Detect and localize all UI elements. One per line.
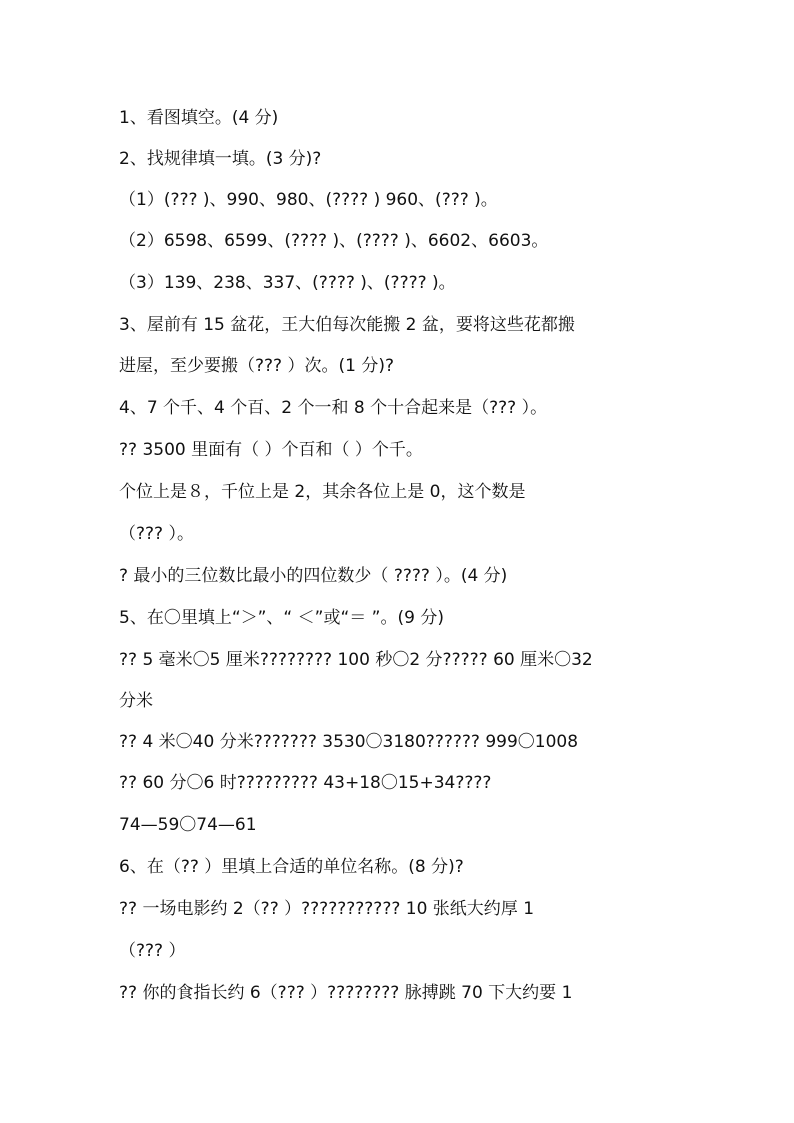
text-line-4: （2）6598、6599、(???? )、(???? )、6602、6603。	[119, 231, 549, 251]
text-line-2: 2、找规律填一填。(3 分)?	[119, 149, 322, 169]
text-line-9: ?? 3500 里面有（ ）个百和（ ）个千。	[119, 440, 423, 460]
text-line-8: 4、7 个千、4 个百、2 个一和 8 个十合起来是（??? ）。	[119, 398, 548, 418]
text-line-20: ?? 一场电影约 2（?? ）??????????? 10 张纸大约厚 1	[119, 899, 535, 919]
text-line-21: （??? ）	[119, 941, 186, 961]
text-line-3: （1）(??? )、990、980、(???? ) 960、(??? )。	[119, 190, 498, 210]
text-line-17: ?? 60 分〇6 时????????? 43+18〇15+34????	[119, 773, 492, 793]
text-line-11: （??? ）。	[119, 524, 194, 544]
text-line-1: 1、看图填空。(4 分)	[119, 108, 279, 128]
text-line-14: ?? 5 毫米〇5 厘米???????? 100 秒〇2 分????? 60 厘米〇32	[119, 650, 593, 670]
text-line-18: 74—59〇74—61	[119, 815, 257, 835]
text-line-12: ? 最小的三位数比最小的四位数少（ ???? ）。(4 分)	[119, 566, 508, 586]
text-line-15: 分米	[119, 691, 153, 711]
text-line-7: 进屋，至少要搬（??? ）次。(1 分)?	[119, 356, 394, 376]
text-line-6: 3、屋前有 15 盆花，王大伯每次能搬 2 盆，要将这些花都搬	[119, 315, 575, 335]
text-line-13: 5、在〇里填上“＞”、“ ＜”或“＝ ”。(9 分)	[119, 608, 444, 628]
text-line-19: 6、在（?? ）里填上合适的单位名称。(8 分)?	[119, 857, 464, 877]
text-line-22: ?? 你的食指长约 6（??? ）???????? 脉搏跳 70 下大约要 1	[119, 983, 573, 1003]
text-line-10: 个位上是８，千位上是 2，其余各位上是 0，这个数是	[119, 482, 526, 502]
text-line-16: ?? 4 米〇40 分米??????? 3530〇3180?????? 999〇1008	[119, 732, 579, 752]
text-line-5: （3）139、238、337、(???? )、(???? )。	[119, 273, 456, 293]
